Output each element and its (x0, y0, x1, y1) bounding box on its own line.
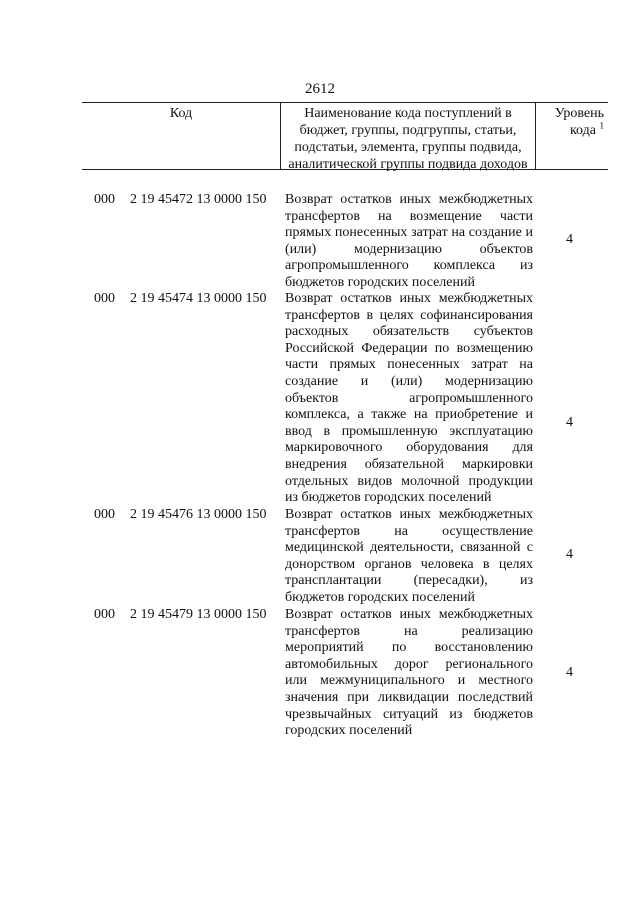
row-desc-line: мероприятий по восстановлению (285, 640, 533, 656)
row-desc-line: расходных обязательств субъектов (285, 324, 533, 340)
header-level-line2 (536, 122, 604, 139)
row-desc-line: объектов агропромышленного (285, 390, 533, 406)
row-prefix: 000 (94, 607, 115, 622)
row-code: 2 19 45479 13 0000 150 (130, 607, 267, 622)
row-desc-line: медицинской деятельности, связанной с (285, 540, 533, 556)
row-desc-line: отдельных видов молочной продукции (285, 473, 533, 489)
row-desc-line: трансфертов на возмещение части (285, 208, 533, 224)
header-name-line: Наименование кода поступлений в (304, 106, 512, 121)
row-desc-line: ввод в промышленную эксплуатацию (285, 423, 533, 439)
row-prefix: 000 (94, 291, 115, 306)
header-code: Код (169, 106, 193, 121)
row-desc-line: донорством органов человека в целях (285, 556, 533, 572)
row-desc-line: Возврат остатков иных межбюджетных (285, 291, 533, 306)
row-description (285, 507, 533, 607)
row-desc-line: трансплантации (пересадки), из (285, 573, 533, 589)
row-prefix: 000 (94, 192, 115, 207)
table-header (82, 102, 608, 170)
row-desc-line: бюджетов городских поселений (285, 589, 475, 605)
row-desc-line: бюджетов городских поселений (285, 274, 475, 290)
row-level: 4 (566, 232, 573, 247)
row-desc-line: трансфертов на осуществление (285, 523, 533, 539)
row-description (285, 291, 533, 507)
row-desc-line: значения при ликвидации последствий (285, 689, 533, 705)
row-desc-line: создание и (или) модернизацию (285, 373, 533, 389)
row-prefix: 000 (94, 507, 115, 522)
header-name-line: подстатьи, элемента, группы подвида, (294, 140, 522, 155)
header-name (280, 103, 536, 172)
row-desc-line: (или) модернизацию объектов (285, 241, 533, 257)
row-level: 4 (566, 415, 573, 430)
row-desc-line: прямых понесенных затрат на создание и (285, 225, 533, 241)
header-name-line: аналитической группы подвида доходов (288, 157, 528, 172)
row-description (285, 192, 533, 292)
row-desc-line: агропромышленного комплекса из (285, 258, 533, 274)
page-number: 2612 (305, 81, 335, 97)
header-name-line: бюджет, группы, подгруппы, статьи, (299, 123, 517, 138)
row-desc-line: маркировочного оборудования для (285, 440, 533, 456)
row-desc-line: Возврат остатков иных межбюджетных (285, 192, 533, 207)
row-desc-line: городских поселений (285, 723, 413, 739)
row-level: 4 (566, 547, 573, 562)
row-level: 4 (566, 665, 573, 680)
row-desc-line: Возврат остатков иных межбюджетных (285, 607, 533, 622)
header-level-footnote: 1 (599, 120, 604, 131)
header-level (536, 103, 608, 169)
row-desc-line: автомобильных дорог регионального (285, 656, 533, 672)
row-code: 2 19 45474 13 0000 150 (130, 291, 267, 306)
row-desc-line: трансфертов в целях софинансирования (285, 307, 533, 323)
row-desc-line: Российской Федерации по возмещению (285, 340, 533, 356)
row-desc-line: части прямых понесенных затрат на (285, 357, 533, 373)
header-level-text: кода (569, 123, 596, 138)
row-desc-line: чрезвычайных ситуаций из бюджетов (285, 706, 533, 722)
row-code: 2 19 45476 13 0000 150 (130, 507, 267, 522)
row-desc-line: Возврат остатков иных межбюджетных (285, 507, 533, 522)
header-level-line1: Уровень (554, 106, 604, 121)
row-desc-line: внедрения обязательной маркировки (285, 456, 533, 472)
row-desc-line: комплекса, а также на приобретение и (285, 407, 533, 423)
row-description (285, 607, 533, 740)
row-desc-line: трансфертов на реализацию (285, 623, 533, 639)
row-code: 2 19 45472 13 0000 150 (130, 192, 267, 207)
row-desc-line: или межмуниципального и местного (285, 673, 533, 689)
row-desc-line: из бюджетов городских поселений (285, 490, 492, 506)
